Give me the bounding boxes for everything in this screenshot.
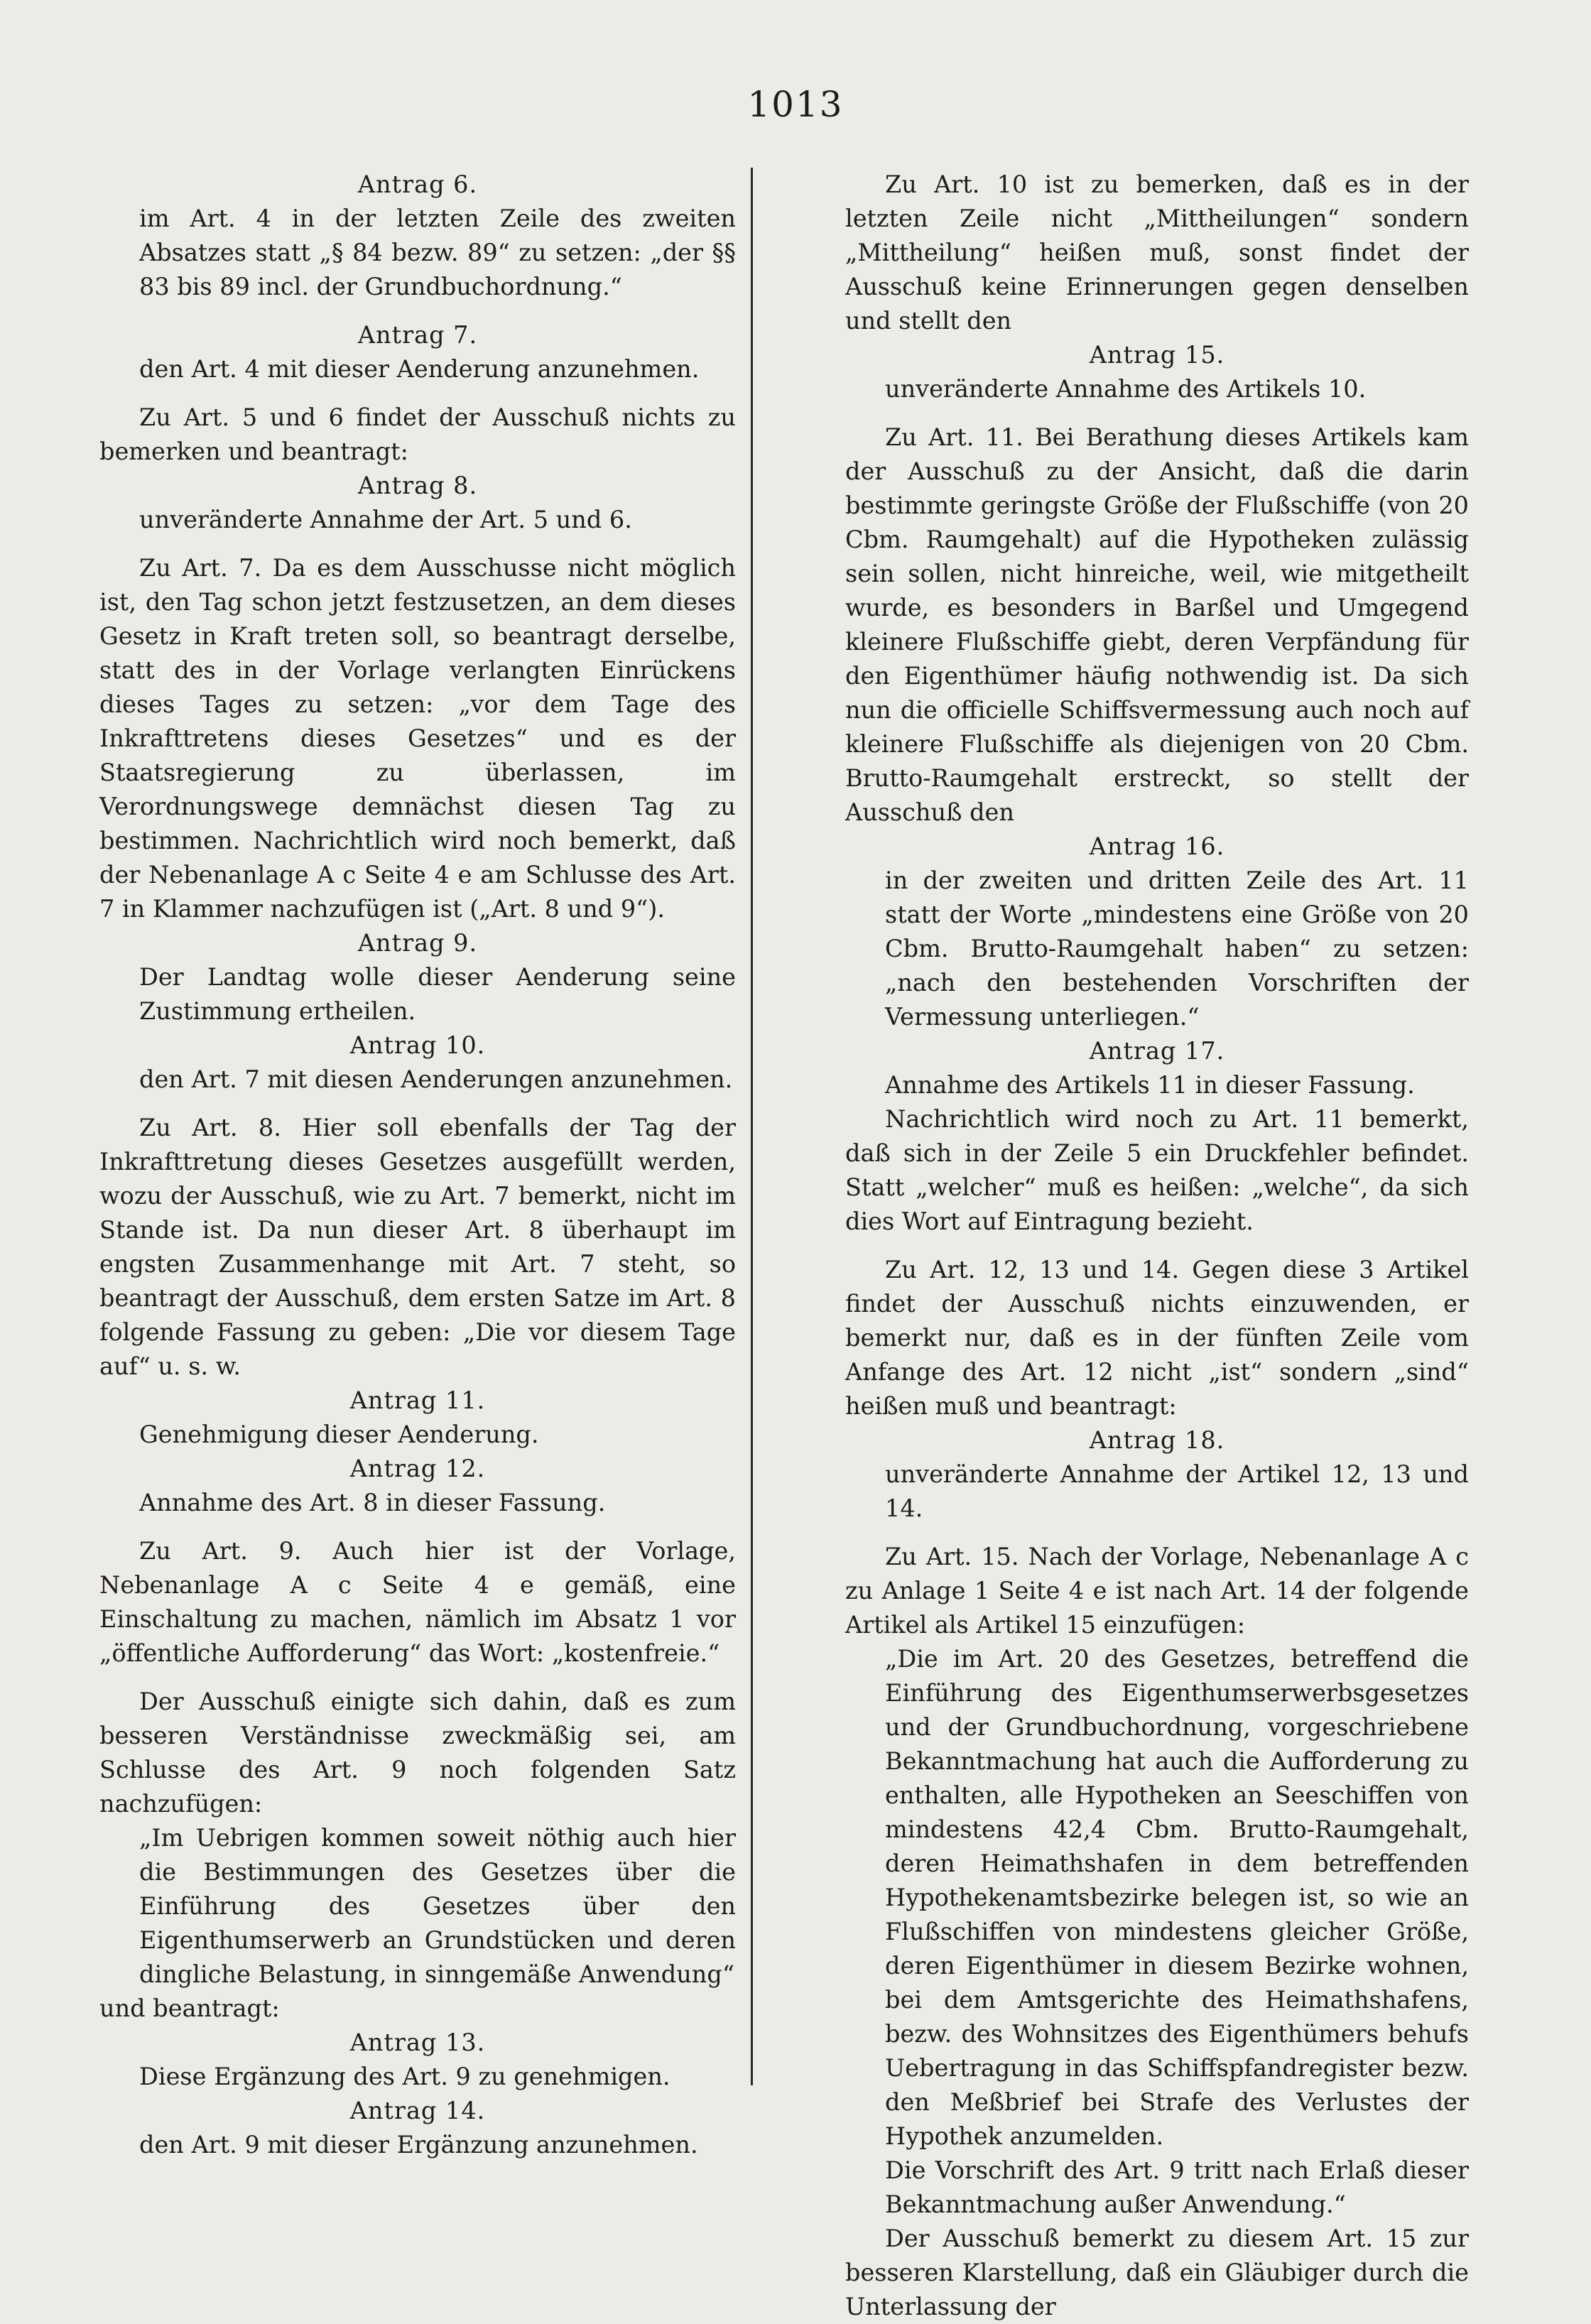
paragraph: und beantragt:	[99, 1994, 280, 2022]
paragraph: Zu Art. 9. Auch hier ist der Vorlage, Nebenanlage A c Seite 4 e gemäß, eine Einschaltung zu machen, nämlich im Absatz 1 vor „öffentliche Aufforderung“ das Wort: „kostenfreie.“	[99, 1537, 736, 1667]
paragraph: Diese Ergänzung des Art. 9 zu genehmigen.	[139, 2063, 670, 2090]
paragraph: im Art. 4 in der letzten Zeile des zweiten Absatzes statt „§ 84 bezw. 89“ zu setzen: „der §§ 83 bis 89 incl. der Grundbuchordnung.“	[139, 205, 736, 300]
paragraph: Zu Art. 8. Hier soll ebenfalls der Tag der Inkrafttretung dieses Gesetzes ausgefüllt werden, wozu der Ausschuß, wie zu Art. 7 bemerkt, nicht im Stande ist. Da nun dieser Art. 8 überhaupt im engsten Zusammenhange mit Art. 7 steht, so beantragt der Ausschuß, dem ersten Satze im Art. 8 folgende Fassung zu geben: „Die vor diesem Tage auf“ u. s. w.	[99, 1114, 736, 1380]
paragraph: Zu Art. 11. Bei Berathung dieses Artikels kam der Ausschuß zu der Ansicht, daß die darin bestimmte geringste Größe der Flußschiffe (von 20 Cbm. Raumgehalt) auf die Hypotheken zulässig sein sollen, nicht hinreiche, weil, wie mitgetheilt wurde, es besonders in Barßel und Umgegend kleinere Flußschiffe giebt, deren Verpfändung für den Eigenthümer häufig nothwendig ist. Da sich nun die officielle Schiffsvermessung auch noch auf kleinere Flußschiffe als diejenigen von 20 Cbm. Brutto-Raumgehalt erstreckt, so stellt der Ausschuß den	[845, 423, 1469, 826]
motion-heading-6: Antrag 6.	[357, 170, 478, 198]
paragraph: Zu Art. 10 ist zu bemerken, daß es in der letzten Zeile nicht „Mittheilungen“ sondern „Mittheilung“ heißen muß, sonst findet der Ausschuß keine Erinnerungen gegen denselben und stellt den	[845, 170, 1469, 335]
paragraph: Nachrichtlich wird noch zu Art. 11 bemerkt, daß sich in der Zeile 5 ein Druckfehler befindet. Statt „welcher“ muß es heißen: „welche“, da sich dies Wort auf Eintragung bezieht.	[845, 1105, 1469, 1235]
motion-heading-15: Antrag 15.	[1089, 341, 1225, 369]
motion-heading-9: Antrag 9.	[357, 929, 478, 957]
paragraph: Annahme des Art. 8 in dieser Fassung.	[139, 1489, 606, 1516]
motion-heading-11: Antrag 11.	[349, 1386, 486, 1414]
motion-heading-18: Antrag 18.	[1089, 1426, 1225, 1454]
right-column	[845, 168, 1469, 2324]
quoted-passage: Die Vorschrift des Art. 9 tritt nach Erlaß dieser Bekanntmachung außer Anwendung.“	[885, 2156, 1469, 2218]
paragraph: Der Landtag wolle dieser Aenderung seine Zustimmung ertheilen.	[139, 963, 736, 1025]
quoted-passage: „Im Uebrigen kommen soweit nöthig auch hier die Bestimmungen des Gesetzes über die Einführung des Gesetzes über den Eigenthumserwerb an Grundstücken und deren dingliche Belastung, in sinngemäße Anwendung“	[139, 1824, 736, 1988]
paragraph: unveränderte Annahme der Artikel 12, 13 und 14.	[885, 1460, 1469, 1522]
motion-heading-16: Antrag 16.	[1089, 832, 1225, 860]
left-column	[99, 168, 736, 2162]
motion-heading-14: Antrag 14.	[349, 2097, 486, 2124]
paragraph: Zu Art. 12, 13 und 14. Gegen diese 3 Artikel findet der Ausschuß nichts einzuwenden, er bemerkt nur, daß es in der fünften Zeile vom Anfange des Art. 12 nicht „ist“ sondern „sind“ heißen muß und beantragt:	[845, 1256, 1469, 1420]
paragraph: Zu Art. 5 und 6 findet der Ausschuß nichts zu bemerken und beantragt:	[99, 403, 736, 465]
quoted-passage: „Die im Art. 20 des Gesetzes, betreffend die Einführung des Eigenthumserwerbsgesetzes und der Grundbuchordnung, vorgeschriebene Bekanntmachung hat auch die Aufforderung zu enthalten, alle Hypotheken an Seeschiffen von mindestens 42,4 Cbm. Brutto-Raumgehalt, deren Heimathshafen in dem betreffenden Hypothekenamtsbezirke belegen ist, so wie an Flußschiffen von mindestens gleicher Größe, deren Eigenthümer in diesem Bezirke wohnen, bei dem Amtsgerichte des Heimathshafens, bezw. des Wohnsitzes des Eigenthümers behufs Uebertragung in das Schiffspfandregister bezw. den Meßbrief bei Strafe des Verlustes der Hypothek anzumelden.	[885, 1645, 1469, 2150]
motion-heading-12: Antrag 12.	[349, 1455, 486, 1482]
paragraph: in der zweiten und dritten Zeile des Art. 11 statt der Worte „mindestens eine Größe von 20 Cbm. Brutto-Raumgehalt haben“ zu setzen: „nach den bestehenden Vorschriften der Vermessung unterliegen.“	[885, 867, 1469, 1031]
paragraph: unveränderte Annahme der Art. 5 und 6.	[139, 506, 632, 533]
paragraph: Genehmigung dieser Aenderung.	[139, 1421, 539, 1448]
paragraph: Zu Art. 7. Da es dem Ausschusse nicht möglich ist, den Tag schon jetzt festzusetzen, an dem dieses Gesetz in Kraft treten soll, so beantragt derselbe, statt des in der Vorlage verlangten Einrückens dieses Tages zu setzen: „vor dem Tage des Inkrafttretens dieses Gesetzes“ und es der Staatsregierung zu überlassen, im Verordnungswege demnächst diesen Tag zu bestimmen. Nachrichtlich wird noch bemerkt, daß der Nebenanlage A c Seite 4 e am Schlusse des Art. 7 in Klammer nachzufügen ist („Art. 8 und 9“).	[99, 554, 736, 923]
motion-heading-7: Antrag 7.	[357, 321, 478, 349]
paragraph: den Art. 9 mit dieser Ergänzung anzunehmen.	[139, 2131, 698, 2159]
motion-heading-8: Antrag 8.	[357, 472, 478, 499]
paragraph: unveränderte Annahme des Artikels 10.	[885, 375, 1367, 403]
motion-heading-13: Antrag 13.	[349, 2029, 486, 2056]
page-number: 1013	[747, 84, 844, 125]
paragraph: Der Ausschuß bemerkt zu diesem Art. 15 zur besseren Klarstellung, daß ein Gläubiger durch die Unterlassung der	[845, 2225, 1469, 2320]
paragraph: den Art. 4 mit dieser Aenderung anzunehmen.	[139, 355, 700, 383]
motion-heading-17: Antrag 17.	[1089, 1037, 1225, 1065]
column-divider	[751, 168, 753, 2085]
paragraph: den Art. 7 mit diesen Aenderungen anzunehmen.	[139, 1065, 733, 1093]
paragraph: Der Ausschuß einigte sich dahin, daß es zum besseren Verständnisse zweckmäßig sei, am Schlusse des Art. 9 noch folgenden Satz nachzufügen:	[99, 1688, 736, 1818]
motion-heading-10: Antrag 10.	[349, 1031, 486, 1059]
paragraph: Zu Art. 15. Nach der Vorlage, Nebenanlage A c zu Anlage 1 Seite 4 e ist nach Art. 14 der folgende Artikel als Artikel 15 einzufügen:	[845, 1543, 1469, 1639]
paragraph: Annahme des Artikels 11 in dieser Fassung.	[885, 1071, 1415, 1099]
